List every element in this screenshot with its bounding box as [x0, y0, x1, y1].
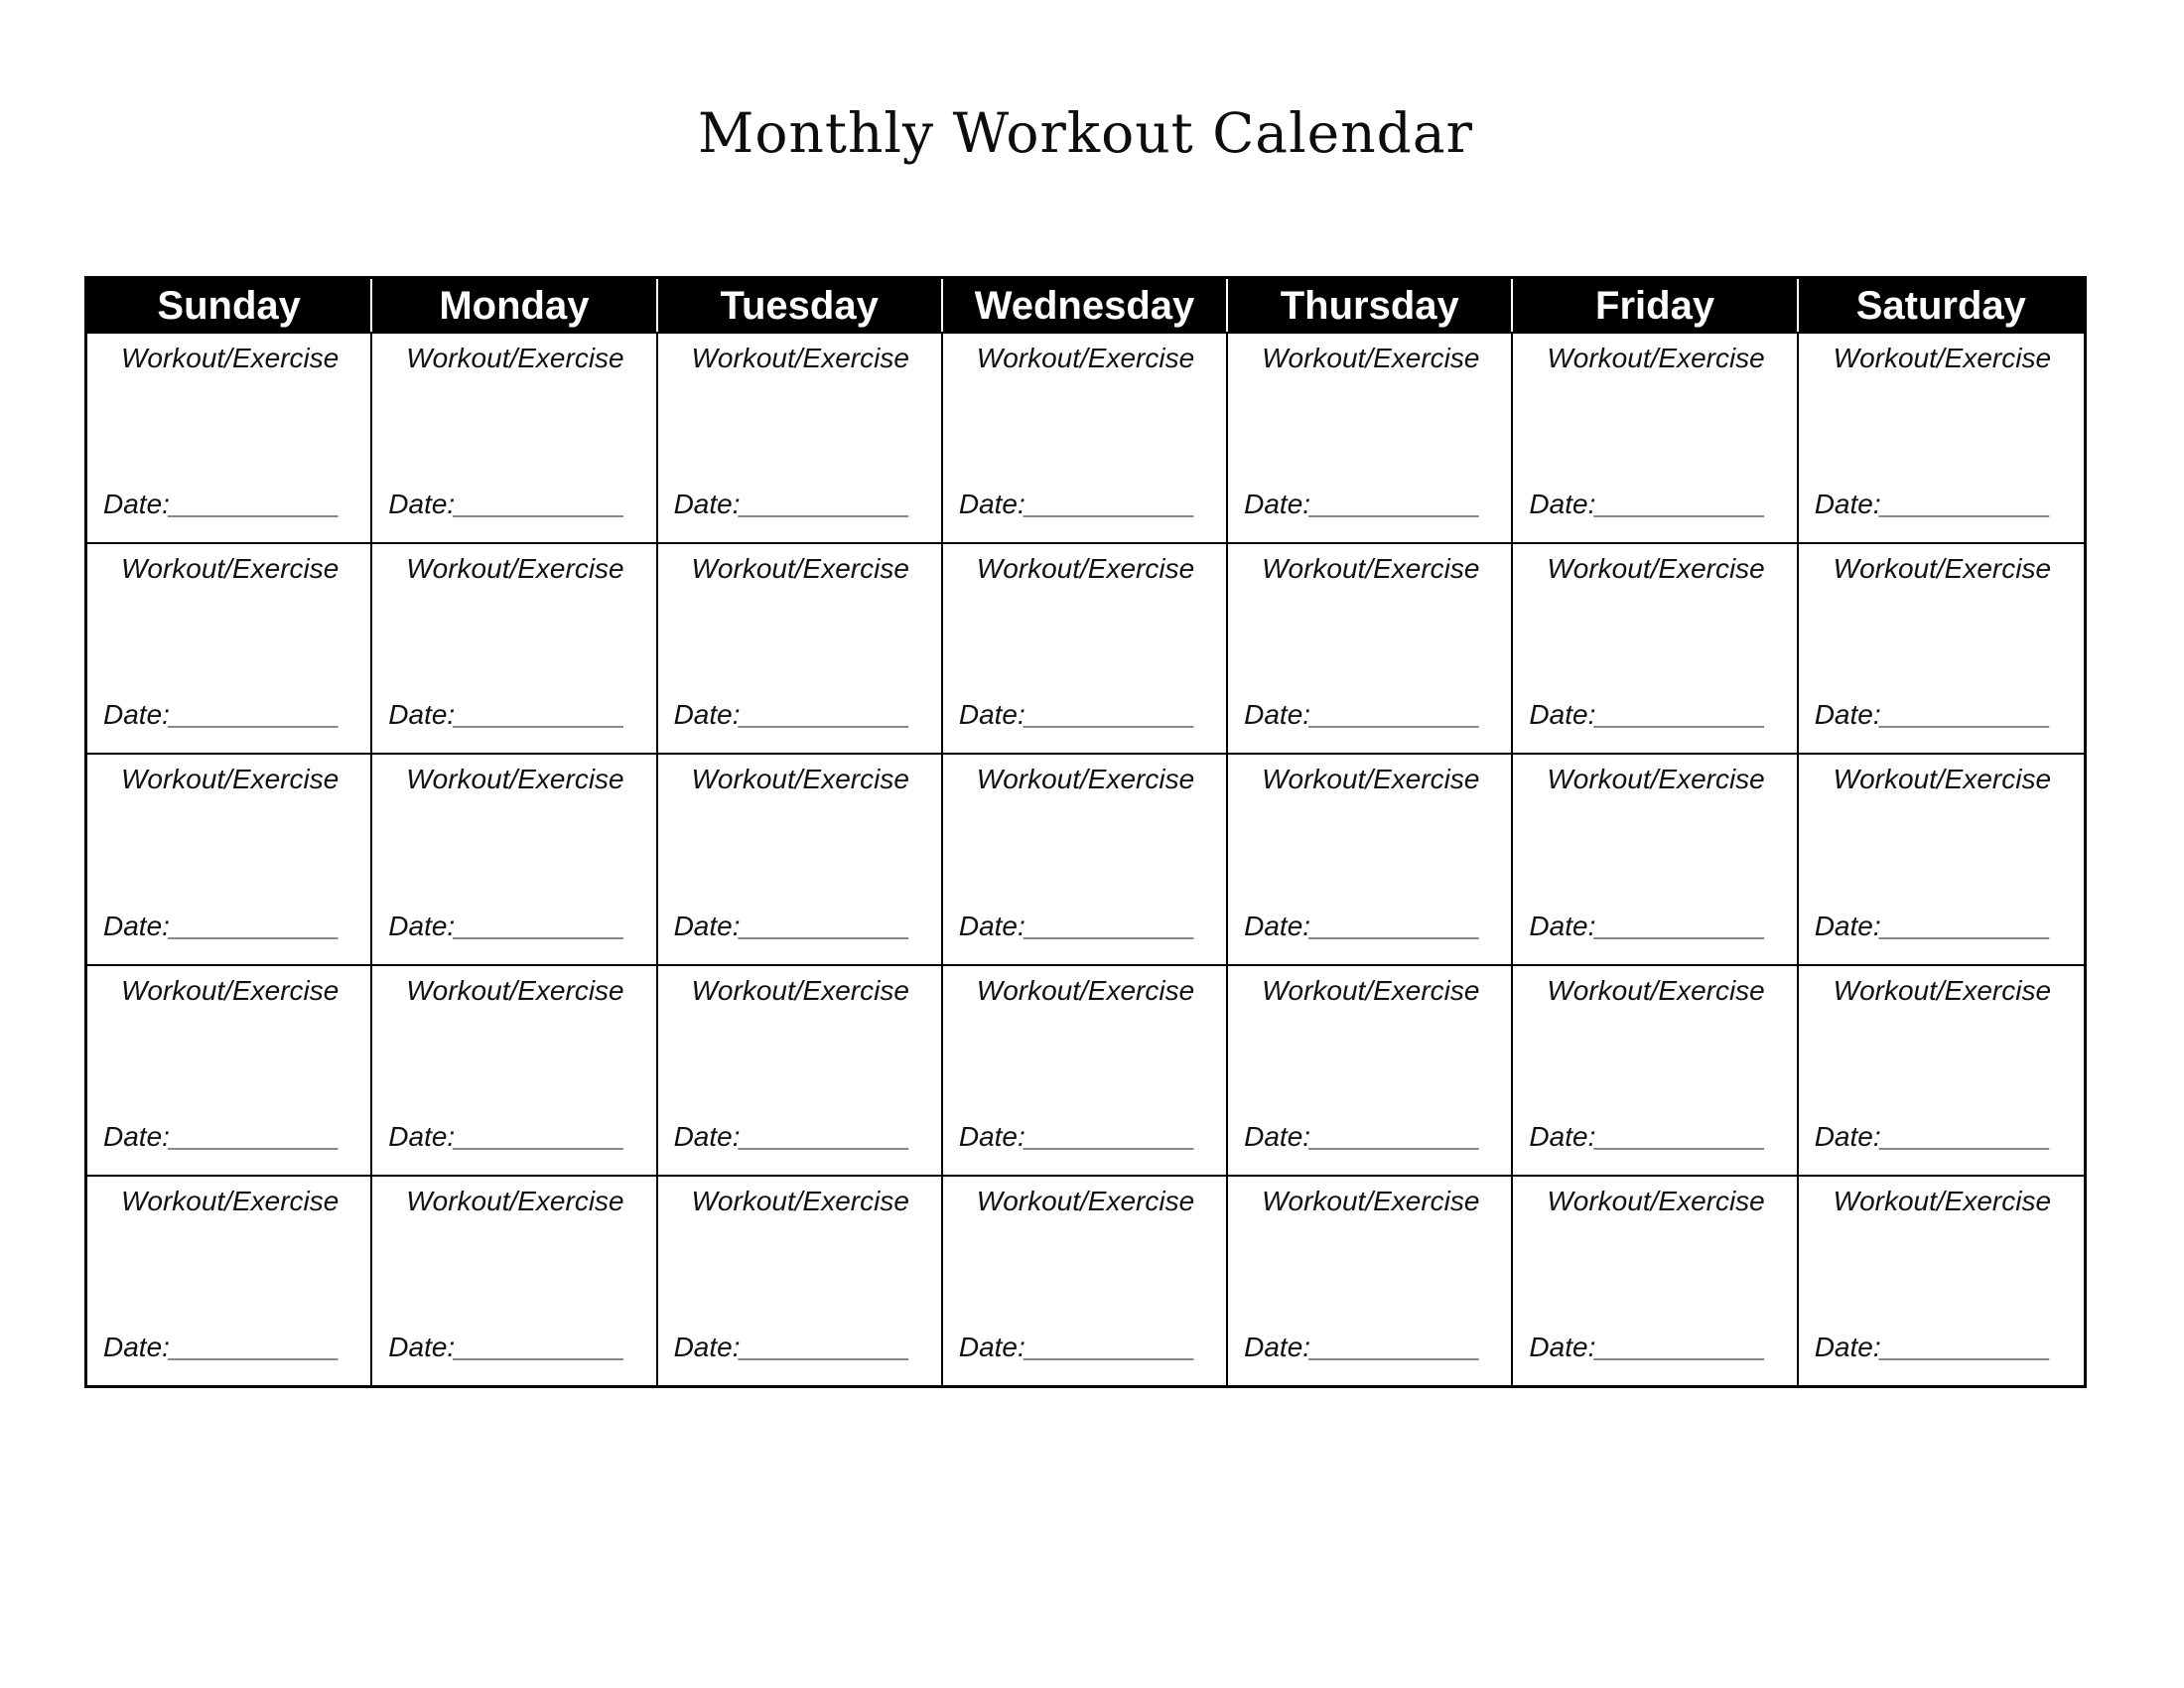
- day-header-saturday: Saturday: [1799, 279, 2084, 332]
- date-label: Date:: [1814, 1120, 1881, 1152]
- workout-exercise-label: Workout/Exercise: [120, 764, 340, 795]
- workout-exercise-label: Workout/Exercise: [1547, 1185, 1765, 1216]
- calendar-grid: [84, 276, 2087, 1388]
- date-blank-line: ___________: [1880, 1331, 2051, 1362]
- date-blank-line: ___________: [1595, 1120, 1766, 1152]
- workout-exercise-label: Workout/Exercise: [1547, 764, 1765, 795]
- date-field: [1529, 701, 1782, 729]
- date-label: Date:: [958, 1331, 1025, 1362]
- calendar-cell: [87, 753, 372, 963]
- day-header-monday: Monday: [372, 279, 657, 332]
- date-label: Date:: [1244, 910, 1311, 941]
- date-label: Date:: [1529, 910, 1596, 941]
- workout-exercise-label: Workout/Exercise: [406, 764, 624, 795]
- calendar-cell: [87, 542, 372, 753]
- workout-exercise-label: Workout/Exercise: [1262, 343, 1480, 373]
- date-field: [103, 1331, 356, 1362]
- date-label: Date:: [1529, 1120, 1596, 1152]
- calendar-cell: [658, 964, 943, 1175]
- date-field: [1244, 1120, 1497, 1152]
- date-blank-line: ___________: [455, 1331, 625, 1362]
- date-blank-line: ___________: [1595, 699, 1766, 731]
- date-label: Date:: [1814, 489, 1881, 520]
- workout-exercise-label: Workout/Exercise: [976, 343, 1195, 373]
- date-field: [1814, 1331, 2070, 1362]
- date-field: [388, 491, 641, 518]
- date-field: [958, 1120, 1212, 1152]
- workout-exercise-label: Workout/Exercise: [1833, 1185, 2052, 1216]
- workout-exercise-label: Workout/Exercise: [1833, 553, 2052, 585]
- date-blank-line: ___________: [740, 1331, 910, 1362]
- day-header-thursday: Thursday: [1228, 279, 1513, 332]
- date-blank-line: ___________: [1880, 1120, 2051, 1152]
- date-label: Date:: [958, 489, 1025, 520]
- date-blank-line: ___________: [169, 910, 341, 941]
- date-label: Date:: [673, 1331, 741, 1362]
- date-blank-line: ___________: [1310, 1331, 1481, 1362]
- date-blank-line: ___________: [455, 910, 625, 941]
- calendar-cell: [1799, 964, 2084, 1175]
- workout-exercise-label: Workout/Exercise: [120, 343, 340, 373]
- date-label: Date:: [1244, 699, 1311, 731]
- workout-exercise-label: Workout/Exercise: [1547, 553, 1765, 585]
- date-field: [1815, 701, 2070, 729]
- date-field: [673, 1331, 927, 1362]
- date-blank-line: ___________: [740, 489, 910, 520]
- date-label: Date:: [388, 1331, 456, 1362]
- date-blank-line: ___________: [1024, 699, 1196, 731]
- workout-exercise-label: Workout/Exercise: [406, 553, 624, 585]
- date-field: [103, 910, 356, 941]
- date-blank-line: ___________: [455, 699, 625, 731]
- calendar-cell: [1799, 1175, 2084, 1385]
- day-header-friday: Friday: [1513, 279, 1798, 332]
- workout-exercise-label: Workout/Exercise: [406, 1185, 624, 1216]
- date-label: Date:: [1529, 489, 1596, 520]
- workout-exercise-label: Workout/Exercise: [1262, 764, 1480, 795]
- date-label: Date:: [1814, 1331, 1881, 1362]
- date-field: [103, 1120, 356, 1152]
- date-field: [103, 701, 356, 729]
- calendar-cell: [1228, 542, 1513, 753]
- date-field: [958, 910, 1212, 941]
- workout-exercise-label: Workout/Exercise: [1262, 553, 1480, 585]
- day-header-sunday: Sunday: [87, 279, 372, 332]
- calendar-cell: [658, 753, 943, 963]
- date-label: Date:: [958, 699, 1025, 731]
- date-label: Date:: [1529, 699, 1596, 731]
- calendar-cell: [1228, 753, 1513, 963]
- workout-exercise-label: Workout/Exercise: [1262, 1185, 1480, 1216]
- date-field: [673, 910, 927, 941]
- date-blank-line: ___________: [1024, 489, 1196, 520]
- date-label: Date:: [958, 1120, 1025, 1152]
- date-label: Date:: [103, 699, 170, 731]
- date-field: [674, 701, 927, 729]
- workout-exercise-label: Workout/Exercise: [406, 974, 624, 1006]
- date-field: [1815, 491, 2070, 518]
- date-field: [1529, 1120, 1782, 1152]
- workout-exercise-label: Workout/Exercise: [1833, 974, 2052, 1006]
- date-field: [673, 1120, 927, 1152]
- date-blank-line: ___________: [1310, 1120, 1481, 1152]
- date-label: Date:: [1814, 699, 1881, 731]
- calendar-cell: [943, 542, 1228, 753]
- date-field: [1529, 491, 1782, 518]
- calendar-cell: [372, 332, 657, 542]
- date-label: Date:: [673, 699, 741, 731]
- workout-exercise-label: Workout/Exercise: [1833, 343, 2052, 373]
- date-label: Date:: [388, 1120, 456, 1152]
- date-blank-line: ___________: [1024, 1331, 1196, 1362]
- date-label: Date:: [1244, 1331, 1311, 1362]
- date-blank-line: ___________: [1024, 1120, 1196, 1152]
- date-field: [1814, 910, 2070, 941]
- date-blank-line: ___________: [740, 910, 910, 941]
- workout-exercise-label: Workout/Exercise: [976, 553, 1195, 585]
- date-label: Date:: [388, 699, 456, 731]
- workout-exercise-label: Workout/Exercise: [976, 764, 1195, 795]
- date-label: Date:: [1529, 1331, 1596, 1362]
- date-blank-line: ___________: [1595, 910, 1766, 941]
- workout-exercise-label: Workout/Exercise: [406, 343, 624, 373]
- date-blank-line: ___________: [169, 1120, 341, 1152]
- date-label: Date:: [673, 489, 741, 520]
- date-field: [1244, 701, 1497, 729]
- day-header-tuesday: Tuesday: [658, 279, 943, 332]
- workout-exercise-label: Workout/Exercise: [120, 974, 340, 1006]
- calendar-cell: [87, 1175, 372, 1385]
- calendar-cell: [1799, 542, 2084, 753]
- calendar-cell: [1228, 1175, 1513, 1385]
- workout-exercise-label: Workout/Exercise: [120, 1185, 340, 1216]
- date-label: Date:: [1244, 489, 1311, 520]
- date-field: [388, 910, 641, 941]
- calendar-cell: [943, 753, 1228, 963]
- calendar-cell: [372, 964, 657, 1175]
- workout-exercise-label: Workout/Exercise: [691, 553, 909, 585]
- workout-exercise-label: Workout/Exercise: [691, 764, 909, 795]
- calendar-cell: [943, 1175, 1228, 1385]
- date-field: [1244, 491, 1497, 518]
- date-field: [388, 701, 641, 729]
- workout-exercise-label: Workout/Exercise: [1833, 764, 2052, 795]
- calendar-cell: [658, 1175, 943, 1385]
- date-label: Date:: [103, 910, 170, 941]
- calendar-cell: [87, 332, 372, 542]
- workout-exercise-label: Workout/Exercise: [976, 1185, 1195, 1216]
- date-blank-line: ___________: [455, 489, 625, 520]
- date-label: Date:: [103, 489, 170, 520]
- date-blank-line: ___________: [1880, 699, 2051, 731]
- calendar-cell: [1799, 332, 2084, 542]
- date-label: Date:: [388, 910, 456, 941]
- date-blank-line: ___________: [1310, 489, 1481, 520]
- calendar-cell: [658, 542, 943, 753]
- workout-exercise-label: Workout/Exercise: [691, 343, 909, 373]
- date-field: [1244, 910, 1497, 941]
- calendar-cell: [1513, 964, 1798, 1175]
- date-blank-line: ___________: [1595, 489, 1766, 520]
- date-blank-line: ___________: [455, 1120, 625, 1152]
- workout-exercise-label: Workout/Exercise: [691, 974, 909, 1006]
- workout-exercise-label: Workout/Exercise: [1547, 343, 1765, 373]
- date-blank-line: ___________: [1024, 910, 1196, 941]
- workout-exercise-label: Workout/Exercise: [691, 1185, 909, 1216]
- calendar-cell: [372, 542, 657, 753]
- date-blank-line: ___________: [1880, 910, 2051, 941]
- date-field: [388, 1331, 641, 1362]
- date-blank-line: ___________: [1310, 699, 1481, 731]
- date-blank-line: ___________: [740, 1120, 910, 1152]
- date-blank-line: ___________: [169, 1331, 341, 1362]
- calendar-cell: [372, 1175, 657, 1385]
- date-blank-line: ___________: [169, 489, 341, 520]
- date-label: Date:: [103, 1331, 170, 1362]
- date-label: Date:: [673, 1120, 741, 1152]
- date-field: [1529, 1331, 1782, 1362]
- calendar-cell: [943, 964, 1228, 1175]
- date-field: [959, 701, 1212, 729]
- calendar-cell: [1513, 332, 1798, 542]
- workout-exercise-label: Workout/Exercise: [1547, 974, 1765, 1006]
- date-field: [1814, 1120, 2070, 1152]
- workout-exercise-label: Workout/Exercise: [976, 974, 1195, 1006]
- date-label: Date:: [388, 489, 456, 520]
- date-blank-line: ___________: [1310, 910, 1481, 941]
- date-field: [388, 1120, 641, 1152]
- day-header-wednesday: Wednesday: [943, 279, 1228, 332]
- date-label: Date:: [1814, 910, 1881, 941]
- date-blank-line: ___________: [169, 699, 341, 731]
- calendar-cell: [1228, 964, 1513, 1175]
- calendar-cell: [372, 753, 657, 963]
- calendar-cell: [1513, 542, 1798, 753]
- workout-exercise-label: Workout/Exercise: [1262, 974, 1480, 1006]
- date-field: [1244, 1331, 1497, 1362]
- date-field: [674, 491, 927, 518]
- date-blank-line: ___________: [1595, 1331, 1766, 1362]
- date-field: [959, 491, 1212, 518]
- date-field: [103, 491, 356, 518]
- page-title: Monthly Workout Calendar: [698, 101, 1473, 165]
- date-label: Date:: [1244, 1120, 1311, 1152]
- calendar-cell: [1513, 753, 1798, 963]
- calendar-cell: [1513, 1175, 1798, 1385]
- workout-exercise-label: Workout/Exercise: [120, 553, 340, 585]
- date-blank-line: ___________: [1880, 489, 2051, 520]
- calendar-cell: [943, 332, 1228, 542]
- date-field: [1529, 910, 1782, 941]
- calendar-cell: [1228, 332, 1513, 542]
- calendar-cell: [1799, 753, 2084, 963]
- calendar-cell: [658, 332, 943, 542]
- date-label: Date:: [958, 910, 1025, 941]
- calendar-cell: [87, 964, 372, 1175]
- date-label: Date:: [103, 1120, 170, 1152]
- date-field: [958, 1331, 1212, 1362]
- date-blank-line: ___________: [740, 699, 910, 731]
- date-label: Date:: [673, 910, 741, 941]
